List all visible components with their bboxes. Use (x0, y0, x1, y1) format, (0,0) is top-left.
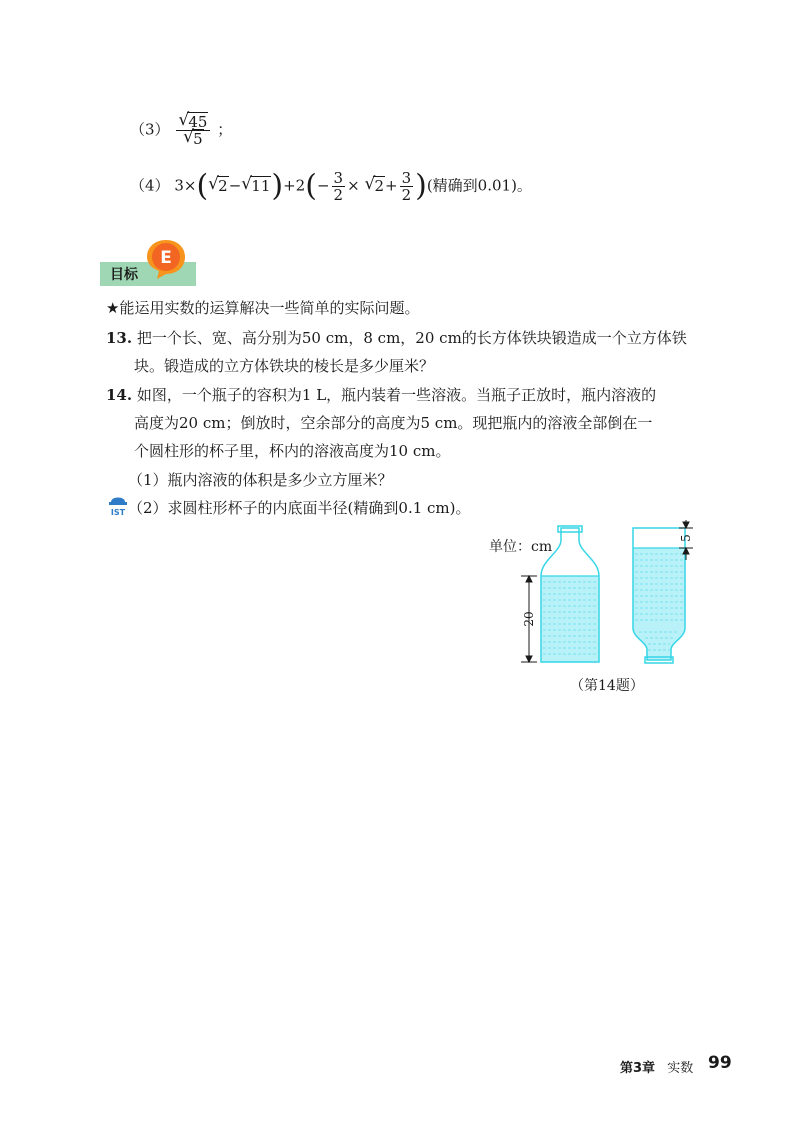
operator: − (316, 176, 330, 195)
sub-question-1: （1）瓶内溶液的体积是多少立方厘米？ (128, 471, 393, 489)
question-14 (106, 385, 656, 405)
fraction: $\frac{3}{2}$ (333, 169, 344, 204)
section-heading: 目标 (110, 267, 138, 283)
expression-part: +2 (283, 176, 306, 195)
badge-letter: E (160, 248, 172, 268)
question-number: 13. (106, 329, 133, 347)
problem-3 (130, 110, 233, 148)
question-14-cont: 个圆柱形的杯子里，杯内的溶液高度为10 cm。 (134, 442, 451, 460)
operator: × (347, 176, 360, 195)
question-13-cont: 块。锻造成的立方体铁块的棱长是多少厘米？ (134, 357, 435, 375)
left-paren: ( (196, 168, 209, 204)
calculator-icon-text: IST (110, 508, 126, 517)
figure-unit-label: 单位：cm (489, 539, 553, 555)
right-paren: ) (271, 168, 284, 204)
question-13 (106, 328, 687, 348)
bottle-figure (515, 520, 705, 670)
badge-e-icon (145, 238, 187, 280)
radicand: 2 (218, 176, 228, 195)
problem-4-label: （4） (130, 176, 170, 195)
page-number: 99 (708, 1053, 732, 1073)
sub-question-2: （2）求圆柱形杯子的内底面半径(精确到0.1 cm)。 (128, 499, 471, 517)
dimension-left-label: 20 (522, 611, 536, 627)
radicand: 11 (251, 176, 271, 195)
punctuation: ； (217, 120, 233, 139)
radicand: 5 (193, 130, 203, 148)
fraction: $\frac{3}{2}$ (401, 169, 412, 204)
goal-statement: ★能运用实数的运算解决一些简单的实际问题。 (106, 299, 420, 317)
inverted-bottle (633, 528, 685, 663)
question-text: 如图，一个瓶子的容积为1 L，瓶内装着一些溶液。当瓶子正放时，瓶内溶液的 (136, 386, 657, 404)
operator: + (384, 176, 398, 195)
radicand: 45 (188, 113, 208, 131)
question-number: 14. (106, 386, 133, 404)
dimension-right-label: 5 (679, 534, 693, 542)
problem-4: （4） 3×( √ 2− √ 11)+2(− $\frac{3}{2}$ × √ 2+ $\frac{3}{2}$ )(精确到0.01)。 (130, 168, 532, 204)
operator: − (228, 176, 242, 195)
upright-bottle (541, 526, 599, 662)
liquid-fill (541, 576, 599, 662)
fraction: √ 45 √ 5 (176, 114, 210, 147)
problem-3-label: （3） (130, 120, 170, 139)
left-paren: ( (305, 168, 317, 204)
expression-part: 3× (174, 176, 197, 195)
question-text: 把一个长、宽、高分别为50 cm，8 cm，20 cm的长方体铁块锻造成一个立方体铁 (136, 329, 687, 347)
chapter-label: 第3章 (620, 1061, 656, 1076)
footer (620, 1057, 693, 1076)
chapter-title: 实数 (667, 1061, 694, 1076)
calculator-icon (106, 492, 130, 518)
radicand: 2 (374, 176, 384, 195)
figure-caption: （第14题） (570, 678, 644, 694)
question-14-cont: 高度为20 cm；倒放时，空余部分的高度为5 cm。现把瓶内的溶液全部倒在一 (134, 414, 653, 432)
right-paren: ) (415, 168, 427, 204)
precision-note: (精确到0.01)。 (426, 176, 532, 195)
